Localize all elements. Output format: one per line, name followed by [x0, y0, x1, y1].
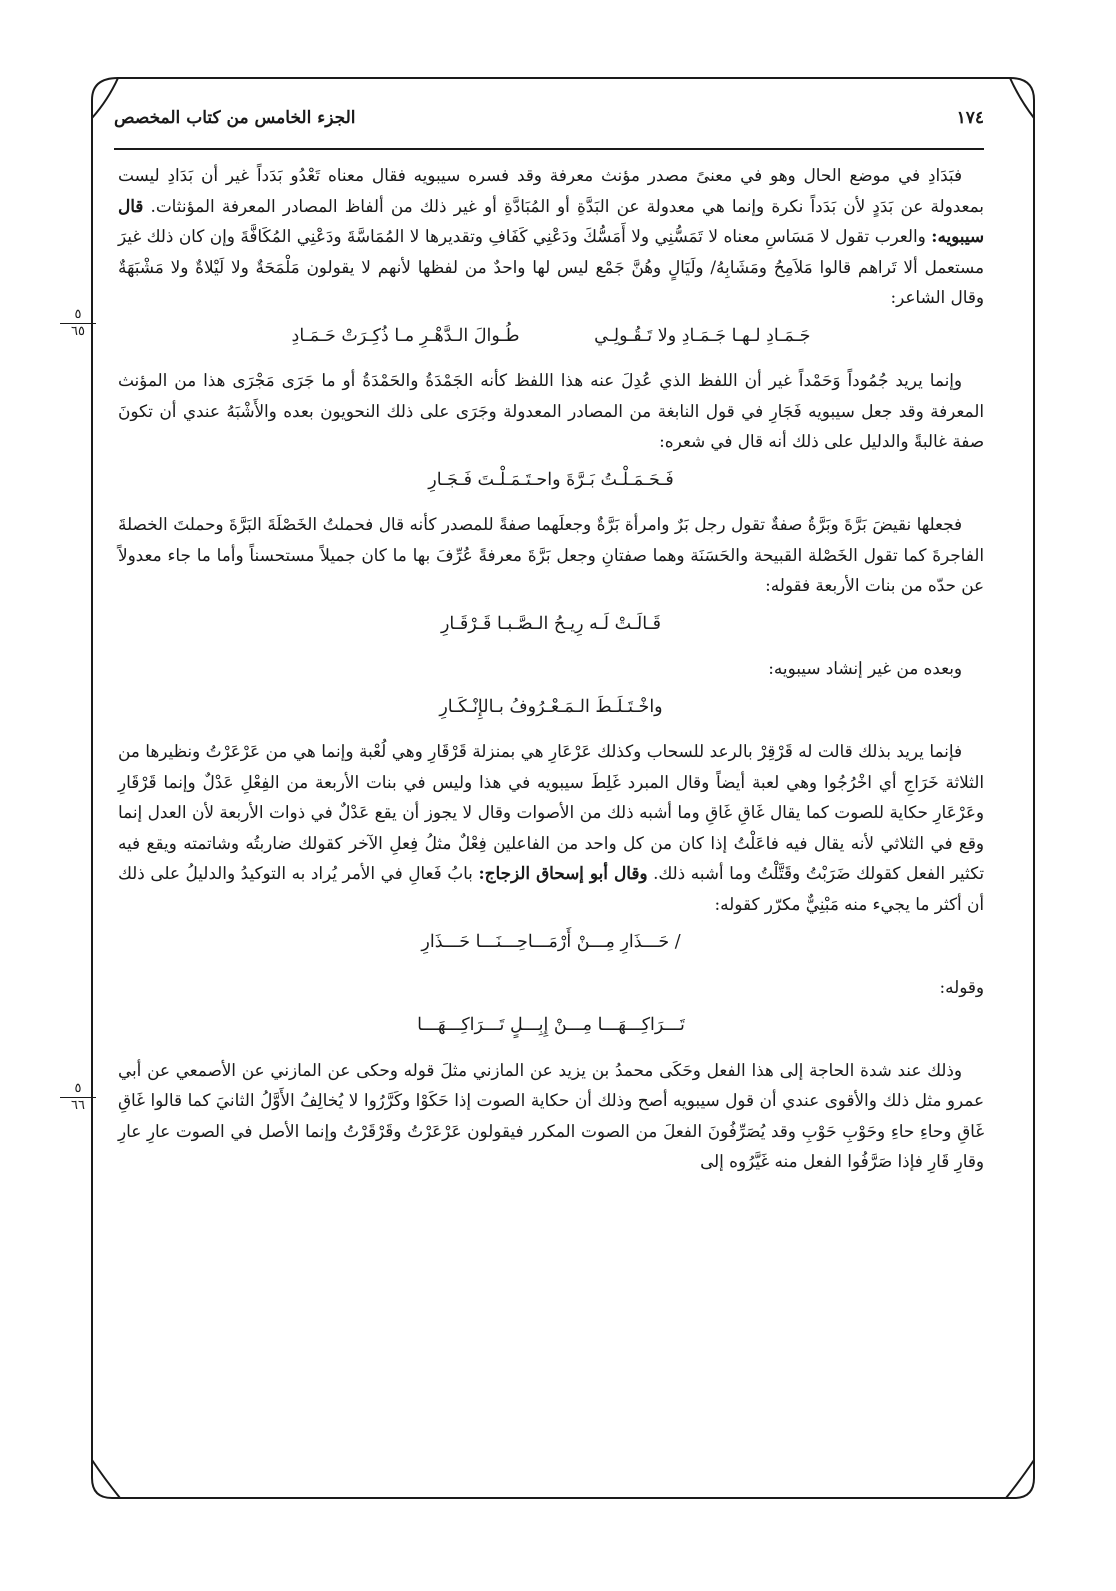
paragraph: وذلك عند شدة الحاجة إلى هذا الفعل وحَكَى محمدُ بن يزيد عن المازني مثلَ قوله وحكى عن المازني عن الأصمعي عن أبي عمرو مثل ذلك والأقوى عندي أن قول سيبويه أصح وذلك أن حكاية الصوت إذا حَكَوْا وكَرَّرُوا لا يُخالِفُ الأَوَّلُ الثانيَ كما قالوا غَاقِ غَاقِ وحاءِ حاءِ وحَوْبِ حَوْبِ وقد يُصَرِّفُونَ الفعلَ من الصوت المكرر فيقولون عَرْعَرْتُ وقَرْقَرْتُ وإنما الأصل في الصوت عارِ عارِ وقارِ قَارِ فإذا صَرَّفُوا الفعل منه غَيَّرُوه إلى	[118, 1059, 984, 1171]
paragraph: وقوله:	[939, 976, 984, 997]
poetry-verse: / حَـــذَارِ مِـــنْ أَرْمَـــاحِـــنَـــا حَـــذَارِ	[421, 932, 681, 952]
paragraph: فبَدَادِ في موضع الحال وهو في معنىً مصدر مؤنث معرفة وقد فسره سيبويه فقال معناه تَعْدُو بَدَداً غير أن بَدَادِ ليست بمعدولة عن بَدَدٍ لأن بَدَداً نكرة وإنما هي معدولة عن البَدَّةِ أو المُبَادَّةِ أو غير ذلك من ألفاظ المصادر المعرفة المؤنثات. قال سيبويه: والعرب تقول لا مَسَاسِ معناه لا تَمَسُّنِي ولا أَمَسُّكَ ودَعْنِي كَفَافِ وتقديرها لا المُمَاسَّةَ ودَعْنِي المُكَافَّةَ وإن كان ذلك غيرَ مستعمل ألا تَراهم قالوا مَلاَمِحُ ومَشَابِهُ/ ولَيَالٍ وهُنَّ جَمْع ليس لها واحدٌ من لفظها لأنهم لا يقولون مَلْمَحَةٌ ولا لَيْلاةٌ ولا مَشْبَهَةٌ وقال الشاعر:	[118, 165, 984, 307]
page-number: ١٧٤	[956, 108, 984, 128]
paragraph: وبعده من غير إنشاد سيبويه:	[768, 658, 962, 678]
margin-folio-note: ٥ ٦٦	[60, 1082, 96, 1113]
source-citation: قال سيبويه:	[118, 195, 984, 246]
poetry-verse: قَـالَـتْ لَـه رِيـحُ الـصَّـبـا قَـرْقَـارِ	[440, 613, 662, 634]
poetry-verse: واخْـتَـلَـطَ الـمَـعْـرُوفُ بـالإِنْـكَـارِ	[439, 696, 663, 717]
paragraph: فجعلها نقيضَ بَرَّةَ وبَرَّةُ صفةٌ تقول رجل بَرٌ وامرأة بَرَّةٌ وجعلَهما صفةً للمصدر كأنه قال فحملتُ الخَصْلَةَ البَرَّةَ وحملتَ الخصلةَ الفاجرةَ كما تقول الخَصْلة القبيحة والحَسَنَة وهما صفتانِ وجعل بَرَّةَ معرفةً عُرِّفَ بها ما كان جميلاً مستحسناً وأما ما جاء معدولاً عن حدّه من بنات الأربعة فقوله:	[118, 514, 984, 595]
poetry-verse: فَـحَـمَـلْـتُ بَـرَّةَ واحـتَـمَـلْـتَ فَـجَـارِ	[428, 469, 674, 490]
main-text	[118, 160, 984, 1185]
poetry-verse	[118, 321, 984, 352]
poetry-verse: تَـــرَاكِـــهَـــا مِـــنْ إِبِـــلٍ تَـــرَاكِـــهَـــا	[417, 1015, 685, 1035]
book-title: الجزء الخامس من كتاب المخصص	[114, 108, 356, 128]
source-citation: وقال أبو إسحاق الزجاج:	[478, 863, 648, 883]
running-header	[114, 98, 984, 138]
verse-hemistich: طُـوالَ الـدَّهْـرِ مـا ذُكِـرَتْ حَـمَـادِ	[291, 325, 520, 346]
margin-folio-note: ٥ ٦٥	[60, 308, 96, 339]
paragraph: فإنما يريد بذلك قالت له قَرْقِرْ بالرعد للسحاب وكذلك عَرْعَارِ هي بمنزلة قَرْقَارِ وهي لُعْبة وإنما هي من عَرْعَرْتُ ونظيرها من الثلاثة خَرَاجِ أي اخْرُجُوا وهي لعبة أيضاً وقال المبرد غَلِطَ سيبويه في هذا وليس في بنات الأربعة من الفِعْلِ عَدْلٌ وإنما قَرْقَارِ وعَرْعَارِ حكاية للصوت كما يقال غَاقِ غَاقِ وما أشبه ذلك من الأصوات وقال لا يجوز أن يقع عَدْلٌ في ذوات الأربعة لأن العدل إنما وقع في الثلاثي لأنه يقال فيه فاعَلْتُ إذا كان من كل واحد من الفاعلين فِعْلٌ مثلُ فِعلِ الآخر كقولك ضاربتُه وشاتمته ويقع فيه تكثير الفعل كقولك ضَرَبْتُ وقَتَّلْتُ وما أشبه ذلك. وقال أبو إسحاق الزجاج: بابُ فَعالِ في الأمر يُراد به التوكيدُ والدليلُ على ذلك أن أكثر ما يجيء منه مَبْنِيٌّ مكرّر كقوله:	[118, 741, 985, 914]
verse-hemistich: جَـمَـادِ لـهـا جَـمَـادِ ولا تَـقُـولِـي	[594, 325, 811, 346]
header-rule	[114, 148, 984, 150]
paragraph: وإنما يريد جُمُوداً وَحَمْداً غير أن اللفظ الذي عُدِلَ عنه هذا اللفظ كأنه الجَمْدَةُ والحَمْدَةُ أو ما جَرَى مَجْرَى هذا من المؤنث المعرفة وقد جعل سيبويه فَجَارِ في قول النابغة من المصادر المعدولة وجَرَى على ذلك النحويون بعده والأَشْبَهُ عندي أن تكونَ صفة غالبةً والدليل على ذلك أنه قال في شعره:	[118, 370, 984, 451]
